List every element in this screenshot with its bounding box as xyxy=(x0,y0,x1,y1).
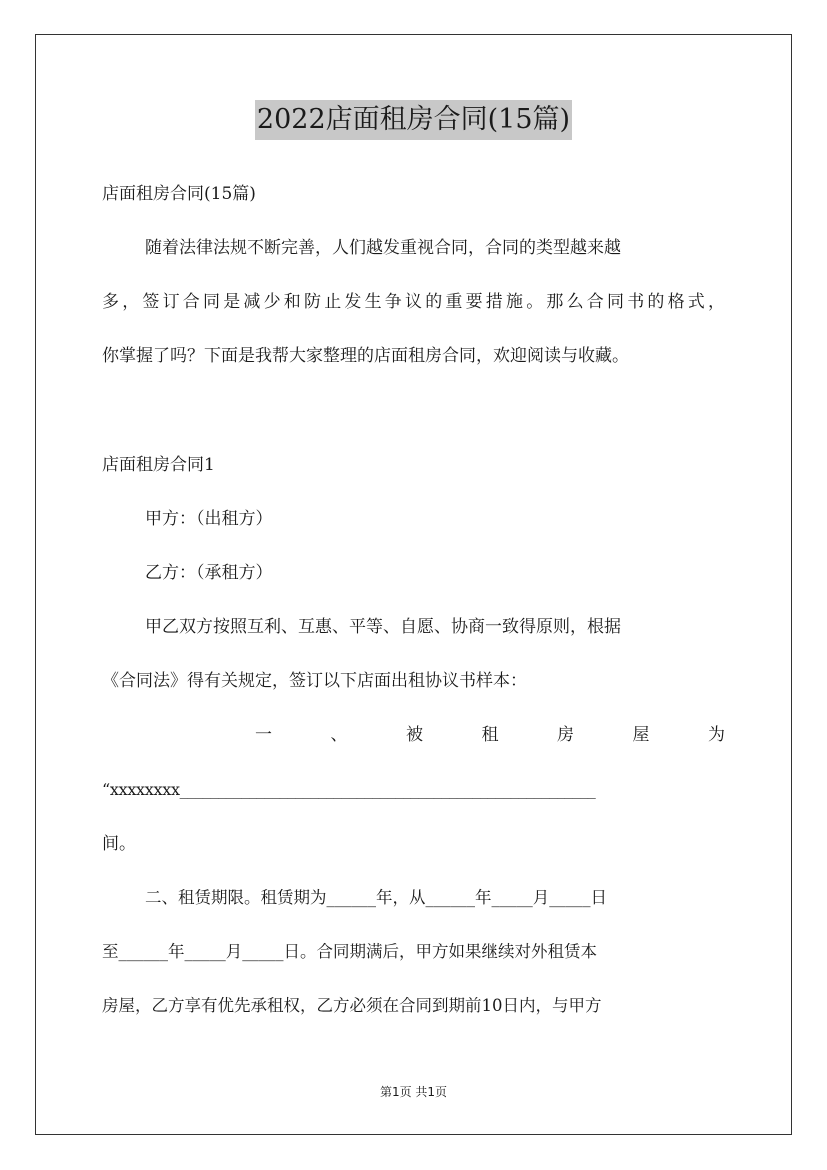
clause1-char: 屋 xyxy=(632,725,650,745)
intro-line-2: 多，签订合同是减少和防止发生争议的重要措施。那么合同书的格式， xyxy=(102,292,725,312)
principle-line-2: 《合同法》得有关规定，签订以下店面出租协议书样本： xyxy=(102,671,527,691)
party-b: 乙方：（承租方） xyxy=(145,563,273,583)
clause1-line-2: “xxxxxxxx______________________________________________________ xyxy=(102,780,596,799)
clause2-line-1: 二、租赁期限。租赁期为______年，从______年_____月_____日 xyxy=(145,888,607,907)
page-footer: 第1页 共1页 xyxy=(379,1085,448,1099)
clause1-char: 、 xyxy=(330,725,348,745)
clause1-line-1 xyxy=(255,723,725,747)
clause1-line-3: 间。 xyxy=(102,834,136,854)
subtitle: 店面租房合同(15篇) xyxy=(102,184,256,204)
clause1-char: 被 xyxy=(406,725,423,745)
principle-line-1: 甲乙双方按照互利、互惠、平等、自愿、协商一致得原则，根据 xyxy=(145,617,621,637)
document-title-wrap xyxy=(0,100,827,140)
clause2-line-3: 房屋，乙方享有优先承租权，乙方必须在合同到期前10日内，与甲方 xyxy=(102,996,602,1015)
clause1-char: 租 xyxy=(481,725,499,745)
clause2-line-2: 至______年_____月_____日。合同期满后，甲方如果继续对外租赁本 xyxy=(102,942,597,961)
intro-line-3: 你掌握了吗？下面是我帮大家整理的店面租房合同，欢迎阅读与收藏。 xyxy=(102,346,629,366)
clause1-char: 为 xyxy=(708,725,725,745)
clause1-char: 一 xyxy=(255,725,272,745)
section-heading: 店面租房合同1 xyxy=(102,455,215,475)
document-title: 2022店面租房合同(15篇) xyxy=(255,100,572,140)
clause1-char: 房 xyxy=(557,725,574,745)
intro-line-1: 随着法律法规不断完善，人们越发重视合同，合同的类型越来越 xyxy=(145,238,621,258)
party-a: 甲方：（出租方） xyxy=(145,509,273,529)
